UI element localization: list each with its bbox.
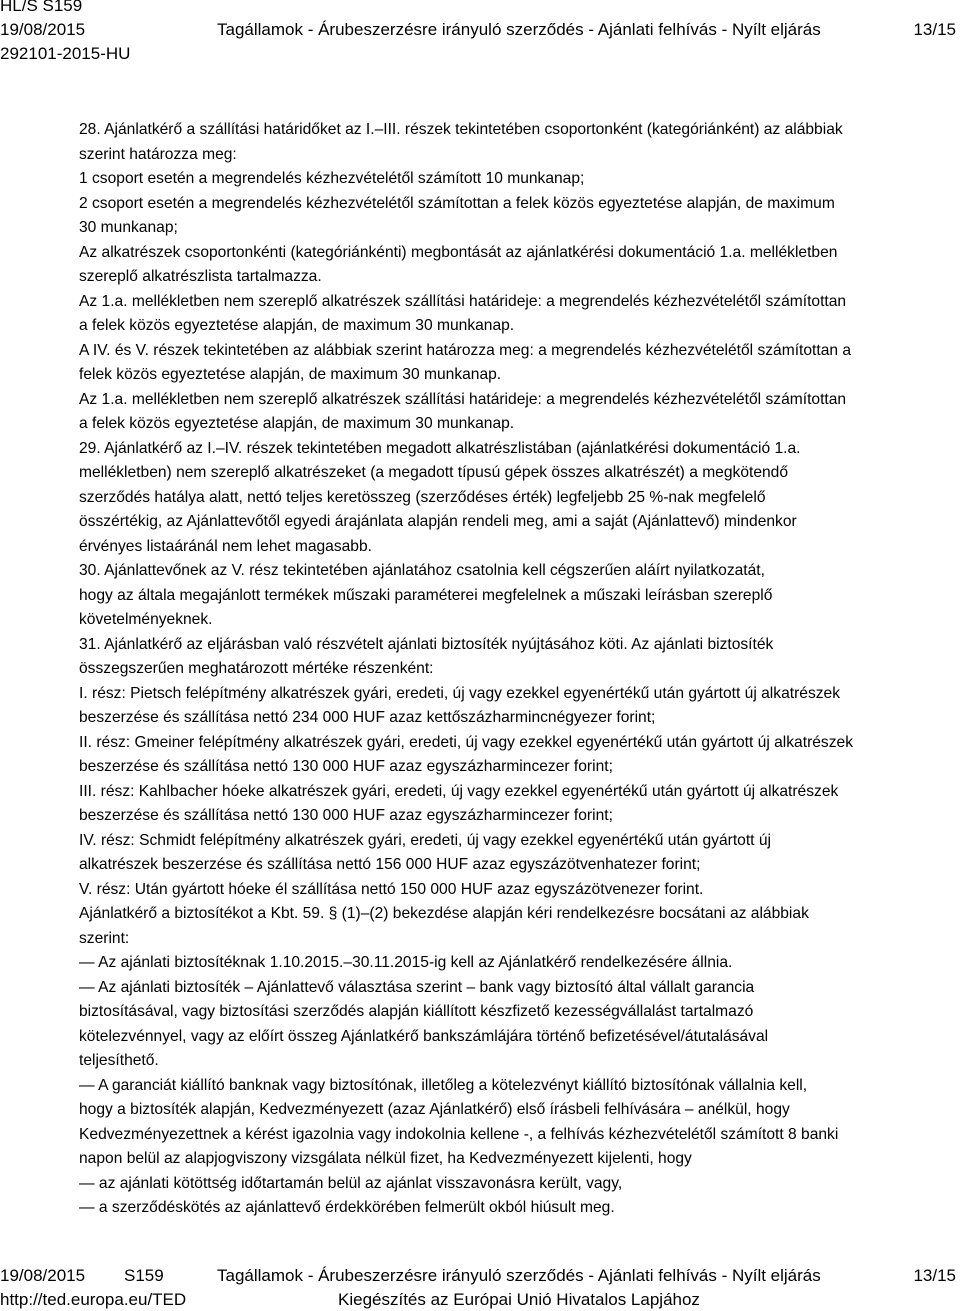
header-series: HL/S S159 <box>0 0 83 15</box>
body-text-line: teljesíthető. <box>79 1052 159 1069</box>
footer-page-number: 13/15 <box>913 1266 956 1285</box>
body-text-line: szerint: <box>79 929 130 947</box>
body-text-line: — a szerződéskötés az ajánlattevő érdekkörében felmerült okból hiúsult meg. <box>79 1199 615 1216</box>
footer-url[interactable]: http://ted.europa.eu/TED <box>0 1290 187 1309</box>
body-text-line: — A garanciát kiállító banknak vagy biztosítónak, illetőleg a kötelezvényt kiállító biztosítónak vállalnia kell, <box>79 1076 808 1094</box>
body-text-line: érvényes listaáránál nem lehet magasabb. <box>79 537 372 555</box>
body-text-line: összegszerűen meghatározott mértéke részenként: <box>79 660 434 677</box>
body-text-line: IV. rész: Schmidt felépítmény alkatrészek gyári, eredeti, új vagy ezekkel egyenértékű után gyártott új <box>79 831 771 849</box>
footer-title: Tagállamok - Árubeszerzésre irányuló szerződés - Ajánlati felhívás - Nyílt eljárás <box>217 1266 821 1285</box>
header-title: Tagállamok - Árubeszerzésre irányuló szerződés - Ajánlati felhívás - Nyílt eljárás <box>217 20 821 39</box>
body-text-line: 28. Ajánlatkérő a szállítási határidőket az I.–III. részek tekintetében csoportonként (kategóriánként) az alábbiak <box>79 121 843 138</box>
body-text-line: 1 csoport esetén a megrendelés kézhezvételétől számított 10 munkanap; <box>79 170 585 187</box>
body-text-line: Az 1.a. mellékletben nem szereplő alkatrészek szállítási határideje: a megrendelés kézhezvételétől számítottan <box>79 390 847 408</box>
body-text-line: Kedvezményezettnek a kérést igazolnia vagy indokolnia kellene -, a felhívás kézhezvételétől számított 8 banki <box>79 1125 839 1143</box>
header-page-number: 13/15 <box>913 20 956 39</box>
page-header <box>0 0 960 70</box>
body-text-line: hogy a biztosíték alapján, Kedvezményezett (azaz Ajánlatkérő) első írásbeli felhívására – anélkül, hogy <box>79 1101 790 1118</box>
header-doc-number: 292101-2015-HU <box>0 44 131 63</box>
body-text-line: Az 1.a. mellékletben nem szereplő alkatrészek szállítási határideje: a megrendelés kézhezvételétől számítottan <box>79 292 847 310</box>
body-text-line: összértékig, az Ajánlattevőtől egyedi árajánlata alapján rendeli meg, ami a saját (Ajánlattevő) mindenkor <box>79 513 797 530</box>
document-body <box>79 118 959 1221</box>
body-text-line: alkatrészek beszerzése és szállítása nettó 156 000 HUF azaz egyszázötvenhatezer forint; <box>79 856 701 873</box>
page-footer <box>0 1262 960 1311</box>
body-text-line: kötelezvénnyel, vagy az előírt összeg Ajánlatkérő bankszámlájára történő befizetésével/átutalásával <box>79 1027 769 1045</box>
body-text-line: hogy az általa megajánlott termékek műszaki paraméterei megfelelnek a műszaki leírásban szereplő <box>79 586 773 604</box>
body-text-line: I. rész: Pietsch felépítmény alkatrészek gyári, eredeti, új vagy ezekkel egyenértékű után gyártott új alkatrészek <box>79 684 841 702</box>
body-text-line: III. rész: Kahlbacher hóeke alkatrészek gyári, eredeti, új vagy ezekkel egyenértékű után gyártott új alkatrészek <box>79 782 839 800</box>
body-text-line: A IV. és V. részek tekintetében az alábbiak szerint határozza meg: a megrendelés kézhezvételétől számítottan a <box>79 341 852 359</box>
body-text-line: II. rész: Gmeiner felépítmény alkatrészek gyári, eredeti, új vagy ezekkel egyenértékű után gyártott új alkatrészek <box>79 733 853 751</box>
body-text-line: — Az ajánlati biztosítéknak 1.10.2015.–30.11.2015-ig kell az Ajánlatkérő rendelkezésére állnia. <box>79 954 733 971</box>
body-text-line: Ajánlatkérő a biztosítékot a Kbt. 59. § (1)–(2) bekezdése alapján kéri rendelkezésre bocsátani az alábbiak <box>79 905 809 922</box>
body-text-line: felek közös egyeztetése alapján, de maximum 30 munkanap. <box>79 366 502 383</box>
body-text-line: szerződés hatálya alatt, nettó teljes keretösszeg (szerződéses érték) legfeljebb 25 %-nak megfelelő <box>79 488 766 506</box>
body-text-line: követelményeknek. <box>79 611 213 628</box>
footer-series: S159 <box>124 1266 164 1285</box>
body-text-line: beszerzése és szállítása nettó 234 000 HUF azaz kettőszázharmincnégyezer forint; <box>79 709 656 726</box>
header-date: 19/08/2015 <box>0 20 86 39</box>
body-text-line: — Az ajánlati biztosíték – Ajánlattevő választása szerint – bank vagy biztosító által vállalt garancia <box>79 978 755 996</box>
body-text-line: szereplő alkatrészlista tartalmazza. <box>79 268 322 285</box>
body-text-line: szerint határozza meg: <box>79 145 237 163</box>
body-text-line: a felek közös egyeztetése alapján, de maximum 30 munkanap. <box>79 317 515 334</box>
body-text-line: beszerzése és szállítása nettó 130 000 HUF azaz egyszázharmincezer forint; <box>79 807 613 824</box>
body-text-line: 2 csoport esetén a megrendelés kézhezvételétől számítottan a felek közös egyeztetése alapján, de maximum <box>79 194 835 212</box>
body-text-line: 30. Ajánlattevőnek az V. rész tekintetében ajánlatához csatolnia kell cégszerűen aláírt nyilatkozatát, <box>79 562 765 579</box>
footer-date: 19/08/2015 <box>0 1266 86 1285</box>
body-text-line: 29. Ajánlatkérő az I.–IV. részek tekintetében megadott alkatrészlistában (ajánlatkérési dokumentáció 1.a. <box>79 439 801 457</box>
body-text-line: napon belül az alapjogviszony vizsgálata nélkül fizet, ha Kedvezményezett kijelenti, hogy <box>79 1150 692 1167</box>
footer-publisher: Kiegészítés az Európai Unió Hivatalos Lapjához <box>338 1290 700 1309</box>
body-text-line: mellékletben) nem szereplő alkatrészeket (a megadott típusú gépek összes alkatrészét) a megkötendő <box>79 464 789 481</box>
body-text-line: — az ajánlati kötöttség időtartamán belül az ajánlat visszavonásra került, vagy, <box>79 1174 623 1192</box>
body-text-line: V. rész: Után gyártott hóeke él szállítása nettó 150 000 HUF azaz egyszázötvenezer forint. <box>79 880 704 898</box>
body-text-line: biztosításával, vagy biztosítási szerződés alapján kiállított készfizető kezességvállalást tartalmazó <box>79 1003 754 1020</box>
body-text-line: beszerzése és szállítása nettó 130 000 HUF azaz egyszázharmincezer forint; <box>79 758 613 775</box>
body-text-line: 30 munkanap; <box>79 219 178 236</box>
body-text-line: 31. Ajánlatkérő az eljárásban való részvételt ajánlati biztosíték nyújtásához köti. Az ajánlati biztosíték <box>79 635 774 653</box>
body-text-line: Az alkatrészek csoportonkénti (kategóriánkénti) megbontását az ajánlatkérési dokumentáció 1.a. mellékletben <box>79 243 838 261</box>
body-text-line: a felek közös egyeztetése alapján, de maximum 30 munkanap. <box>79 415 515 432</box>
